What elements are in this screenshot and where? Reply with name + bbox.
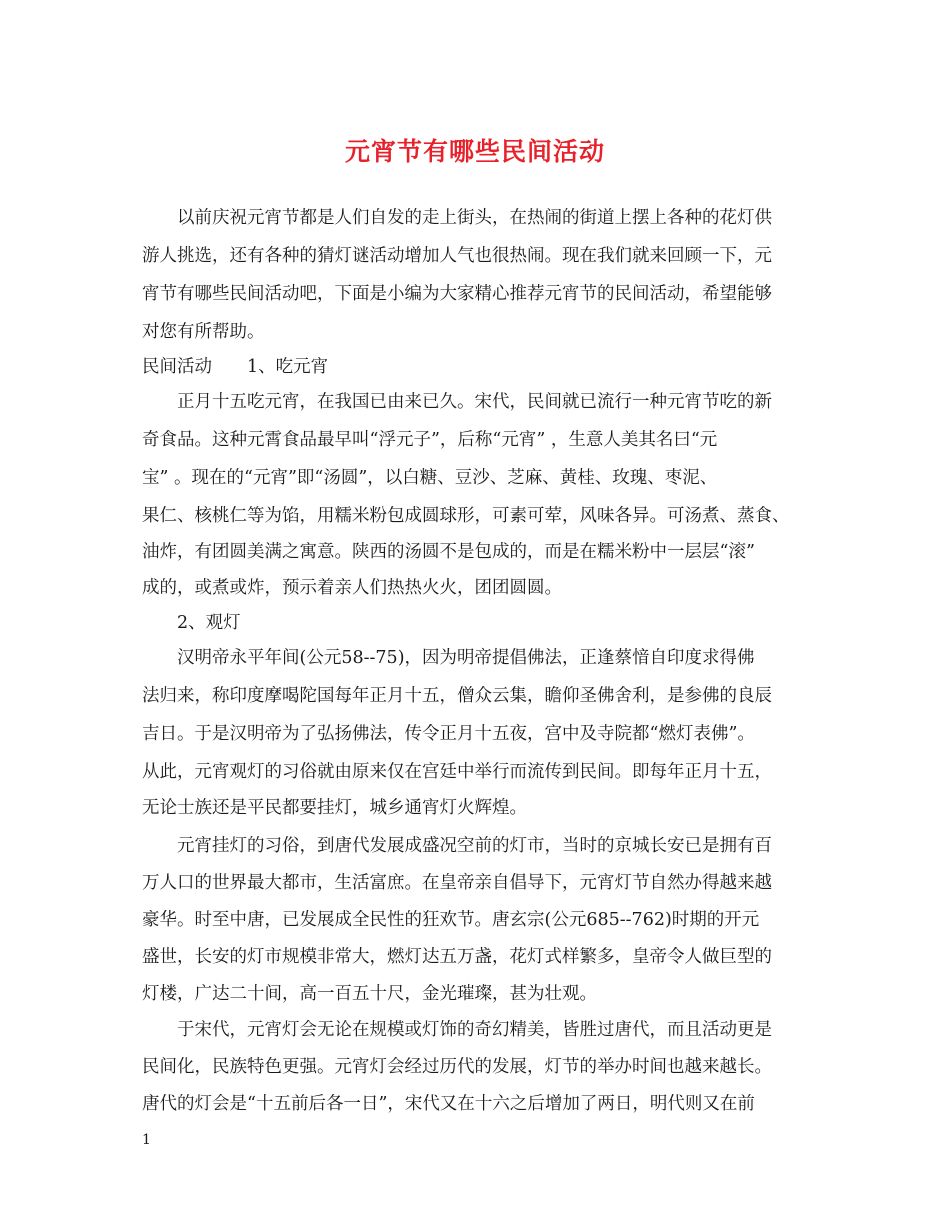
- paragraph-line: 法归来，称印度摩喝陀国每年正月十五，僧众云集，瞻仰圣佛舍利，是参佛的良辰: [142, 686, 772, 706]
- section-heading: 2、观灯: [177, 613, 241, 633]
- document-title: 元宵节有哪些民间活动: [344, 137, 605, 166]
- paragraph-line: 油炸，有团圆美满之寓意。陕西的汤圆不是包成的，而是在糯米粉中一层层“滚”: [142, 542, 755, 562]
- paragraph-line: 正月十五吃元宵，在我国已由来已久。宋代，民间就已流行一种元宵节吃的新: [177, 392, 772, 412]
- paragraph-line: 成的，或煮或炸，预示着亲人们热热火火，团团圆圆。: [142, 578, 562, 598]
- paragraph-line: 宝” 。现在的“元宵”即“汤圆”，以白糖、豆沙、芝麻、黄桂、玫瑰、枣泥、: [142, 468, 718, 488]
- paragraph-line: 盛世，长安的灯市规模非常大，燃灯达五万盏，花灯式样繁多，皇帝令人做巨型的: [142, 947, 772, 967]
- paragraph-line: 无论士族还是平民都要挂灯，城乡通宵灯火辉煌。: [142, 798, 527, 818]
- paragraph-line: 豪华。时至中唐，已发展成全民性的狂欢节。唐玄宗(公元685--762)时期的开元: [142, 910, 760, 930]
- paragraph-line: 从此，元宵观灯的习俗就由原来仅在宫廷中举行而流传到民间。即每年正月十五，: [142, 762, 772, 782]
- paragraph-line: 宵节有哪些民间活动吧，下面是小编为大家精心推荐元宵节的民间活动，希望能够: [142, 284, 772, 304]
- paragraph-line: 元宵挂灯的习俗，到唐代发展成盛况空前的灯市，当时的京城长安已是拥有百: [177, 836, 772, 856]
- paragraph-line: 吉日。于是汉明帝为了弘扬佛法，传令正月十五夜，宫中及寺院都“燃灯表佛”。: [142, 724, 755, 744]
- paragraph-line: 奇食品。这种元霄食品最早叫“浮元子”，后称“元宵” ，生意人美其名曰“元: [142, 430, 718, 450]
- paragraph-line: 汉明帝永平年间(公元58--75)，因为明帝提倡佛法，正逢蔡愔自印度求得佛: [177, 648, 755, 668]
- paragraph-line: 对您有所帮助。: [142, 322, 265, 342]
- paragraph-line: 民间化，民族特色更强。元宵灯会经过历代的发展，灯节的举办时间也越来越长。: [142, 1057, 772, 1077]
- paragraph-line: 万人口的世界最大都市，生活富庶。在皇帝亲自倡导下，元宵灯节自然办得越来越: [142, 873, 772, 893]
- paragraph-line: 唐代的灯会是“十五前后各一日”，宋代又在十六之后增加了两日，明代则又在前: [142, 1094, 755, 1114]
- section-heading: 民间活动 1、吃元宵: [142, 357, 329, 377]
- paragraph-line: 果仁、核桃仁等为馅，用糯米粉包成圆球形，可素可荤，风味各异。可汤煮、蒸食、: [142, 506, 790, 526]
- paragraph-line: 以前庆祝元宵节都是人们自发的走上街头，在热闹的街道上摆上各种的花灯供: [177, 208, 772, 228]
- paragraph-line: 灯楼，广达二十间，高一百五十尺，金光璀璨，甚为壮观。: [142, 984, 597, 1004]
- page-number: 1: [142, 1132, 151, 1148]
- paragraph-line: 游人挑选，还有各种的猜灯谜活动增加人气也很热闹。现在我们就来回顾一下，元: [142, 246, 772, 266]
- paragraph-line: 于宋代，元宵灯会无论在规模或灯饰的奇幻精美，皆胜过唐代，而且活动更是: [177, 1020, 772, 1040]
